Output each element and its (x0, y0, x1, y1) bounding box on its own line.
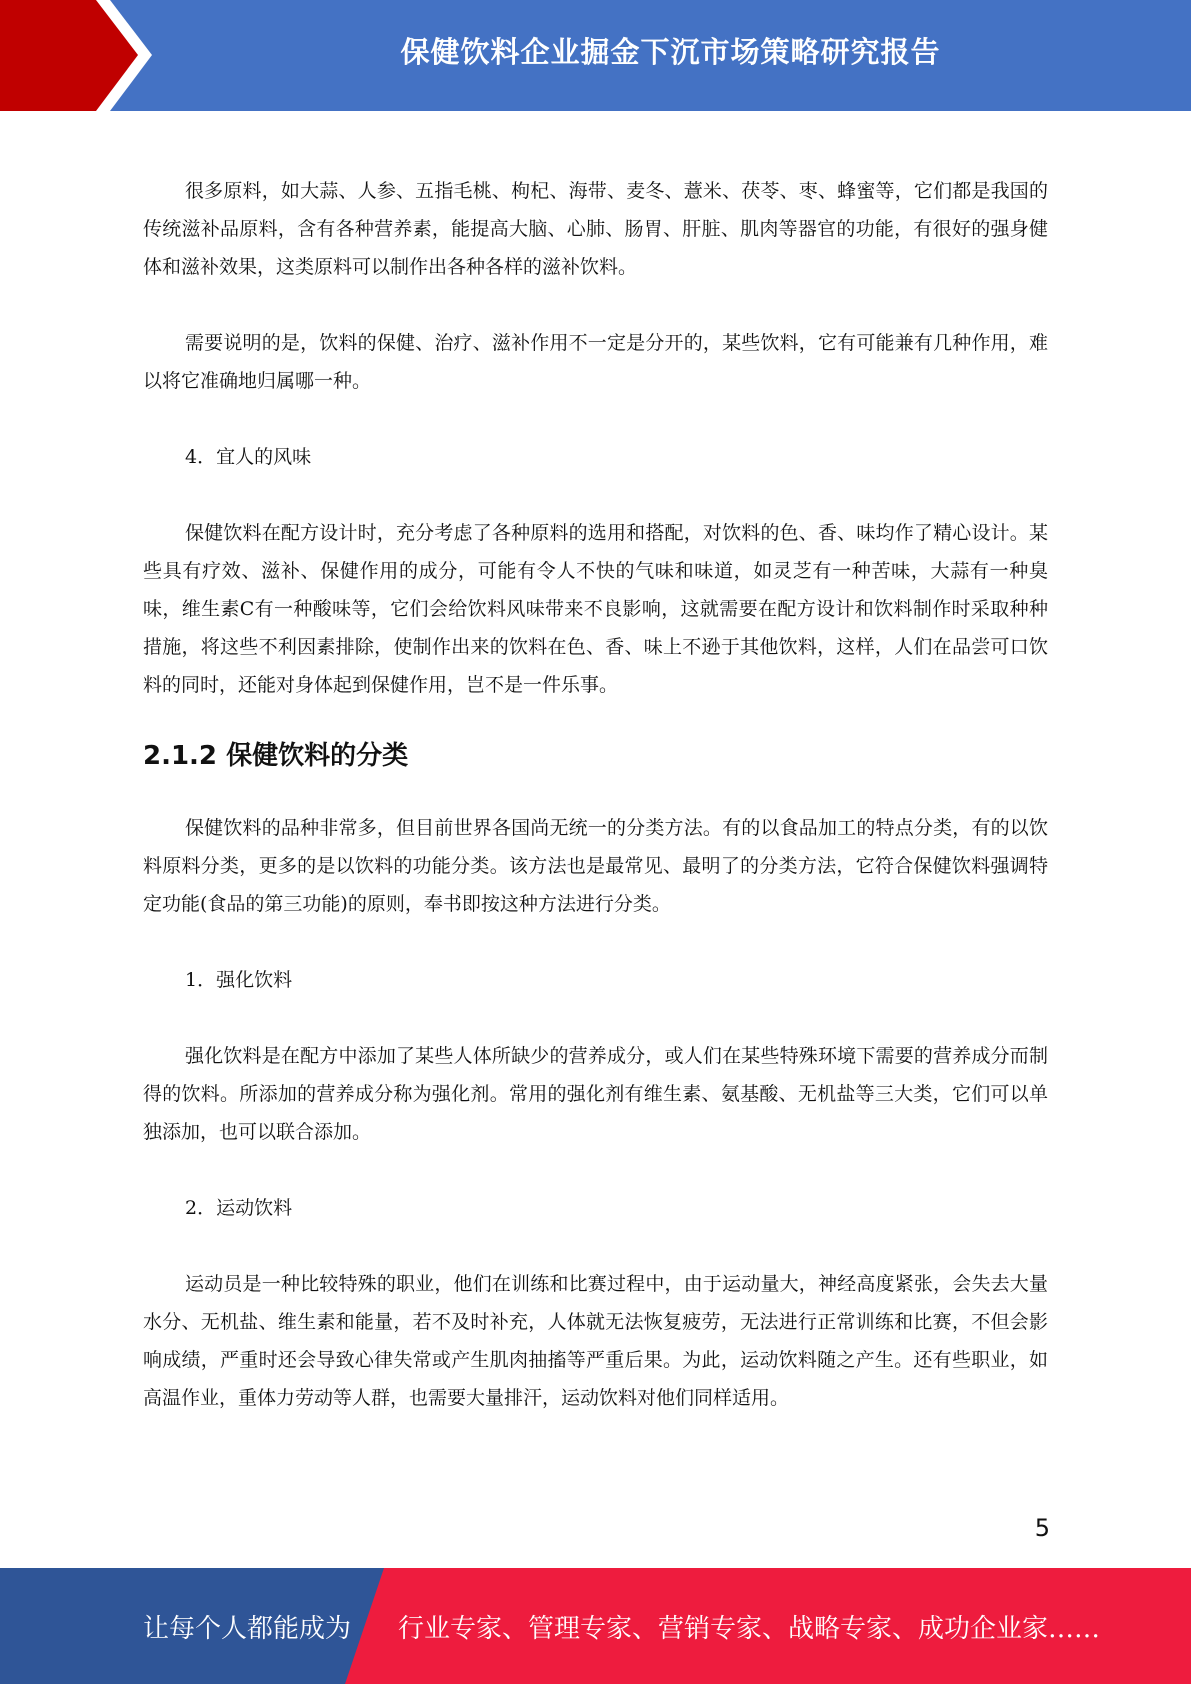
paragraph-tonic-ingredients: 很多原料，如大蒜、人参、五指毛桃、枸杞、海带、麦冬、薏米、茯苓、枣、蜂蜜等，它们都是我国的传统滋补品原料，含有各种营养素，能提高大脑、心肺、肠胃、肝脏、肌肉等器官的功能，有很好的强身健体和滋补效果，这类原料可以制作出各种各样的滋补饮料。 (143, 180, 1048, 278)
header-arrow-decoration (0, 0, 160, 111)
section-heading: 2.1.2 保健饮料的分类 (143, 741, 409, 771)
paragraph-fortified-drinks: 强化饮料是在配方中添加了某些人体所缺少的营养成分，或人们在某些特殊环境下需要的营养成分而制得的饮料。所添加的营养成分称为强化剂。常用的强化剂有维生素、氨基酸、无机盐等三大类，它们可以单独添加，也可以联合添加。 (143, 1045, 1048, 1143)
page-number: 5 (1034, 1514, 1050, 1542)
footer-slogan-right: 行业专家、管理专家、营销专家、战略专家、成功企业家…… (398, 1613, 1101, 1644)
list-item-pleasant-flavor: 4．宜人的风味 (185, 446, 312, 468)
footer-slogan-left: 让每个人都能成为 (143, 1613, 352, 1644)
document-body (143, 172, 1048, 1417)
report-title: 保健饮料企业掘金下沉市场策略研究报告 (400, 34, 941, 69)
paragraph-note: 需要说明的是，饮料的保健、治疗、滋补作用不一定是分开的，某些饮料，它有可能兼有几种作用，难以将它准确地归属哪一种。 (143, 332, 1048, 392)
list-item-sports-drinks: 2．运动饮料 (185, 1197, 293, 1219)
paragraph-flavor-design: 保健饮料在配方设计时，充分考虑了各种原料的选用和搭配，对饮料的色、香、味均作了精心设计。某些具有疗效、滋补、保健作用的成分，可能有令人不快的气味和味道，如灵芝有一种苦味，大蒜有一种臭味，维生素C有一种酸味等，它们会给饮料风味带来不良影响，这就需要在配方设计和饮料制作时采取种种措施，将这些不利因素排除，使制作出来的饮料在色、香、味上不逊于其他饮料，这样，人们在品尝可口饮料的同时，还能对身体起到保健作用，岂不是一件乐事。 (143, 522, 1048, 696)
paragraph-classification: 保健饮料的品种非常多，但目前世界各国尚无统一的分类方法。有的以食品加工的特点分类，有的以饮料原料分类，更多的是以饮料的功能分类。该方法也是最常见、最明了的分类方法，它符合保健饮料强调特定功能(食品的第三功能)的原则，奉书即按这种方法进行分类。 (143, 817, 1048, 915)
page-header (0, 0, 1191, 111)
page-footer (0, 1568, 1191, 1684)
list-item-fortified-drinks: 1．强化饮料 (185, 969, 293, 991)
paragraph-sports-drinks: 运动员是一种比较特殊的职业，他们在训练和比赛过程中，由于运动量大，神经高度紧张，会失去大量水分、无机盐、维生素和能量，若不及时补充，人体就无法恢复疲劳，无法进行正常训练和比赛，不但会影响成绩，严重时还会导致心律失常或产生肌肉抽搐等严重后果。为此，运动饮料随之产生。还有些职业，如高温作业，重体力劳动等人群，也需要大量排汗，运动饮料对他们同样适用。 (143, 1273, 1048, 1409)
